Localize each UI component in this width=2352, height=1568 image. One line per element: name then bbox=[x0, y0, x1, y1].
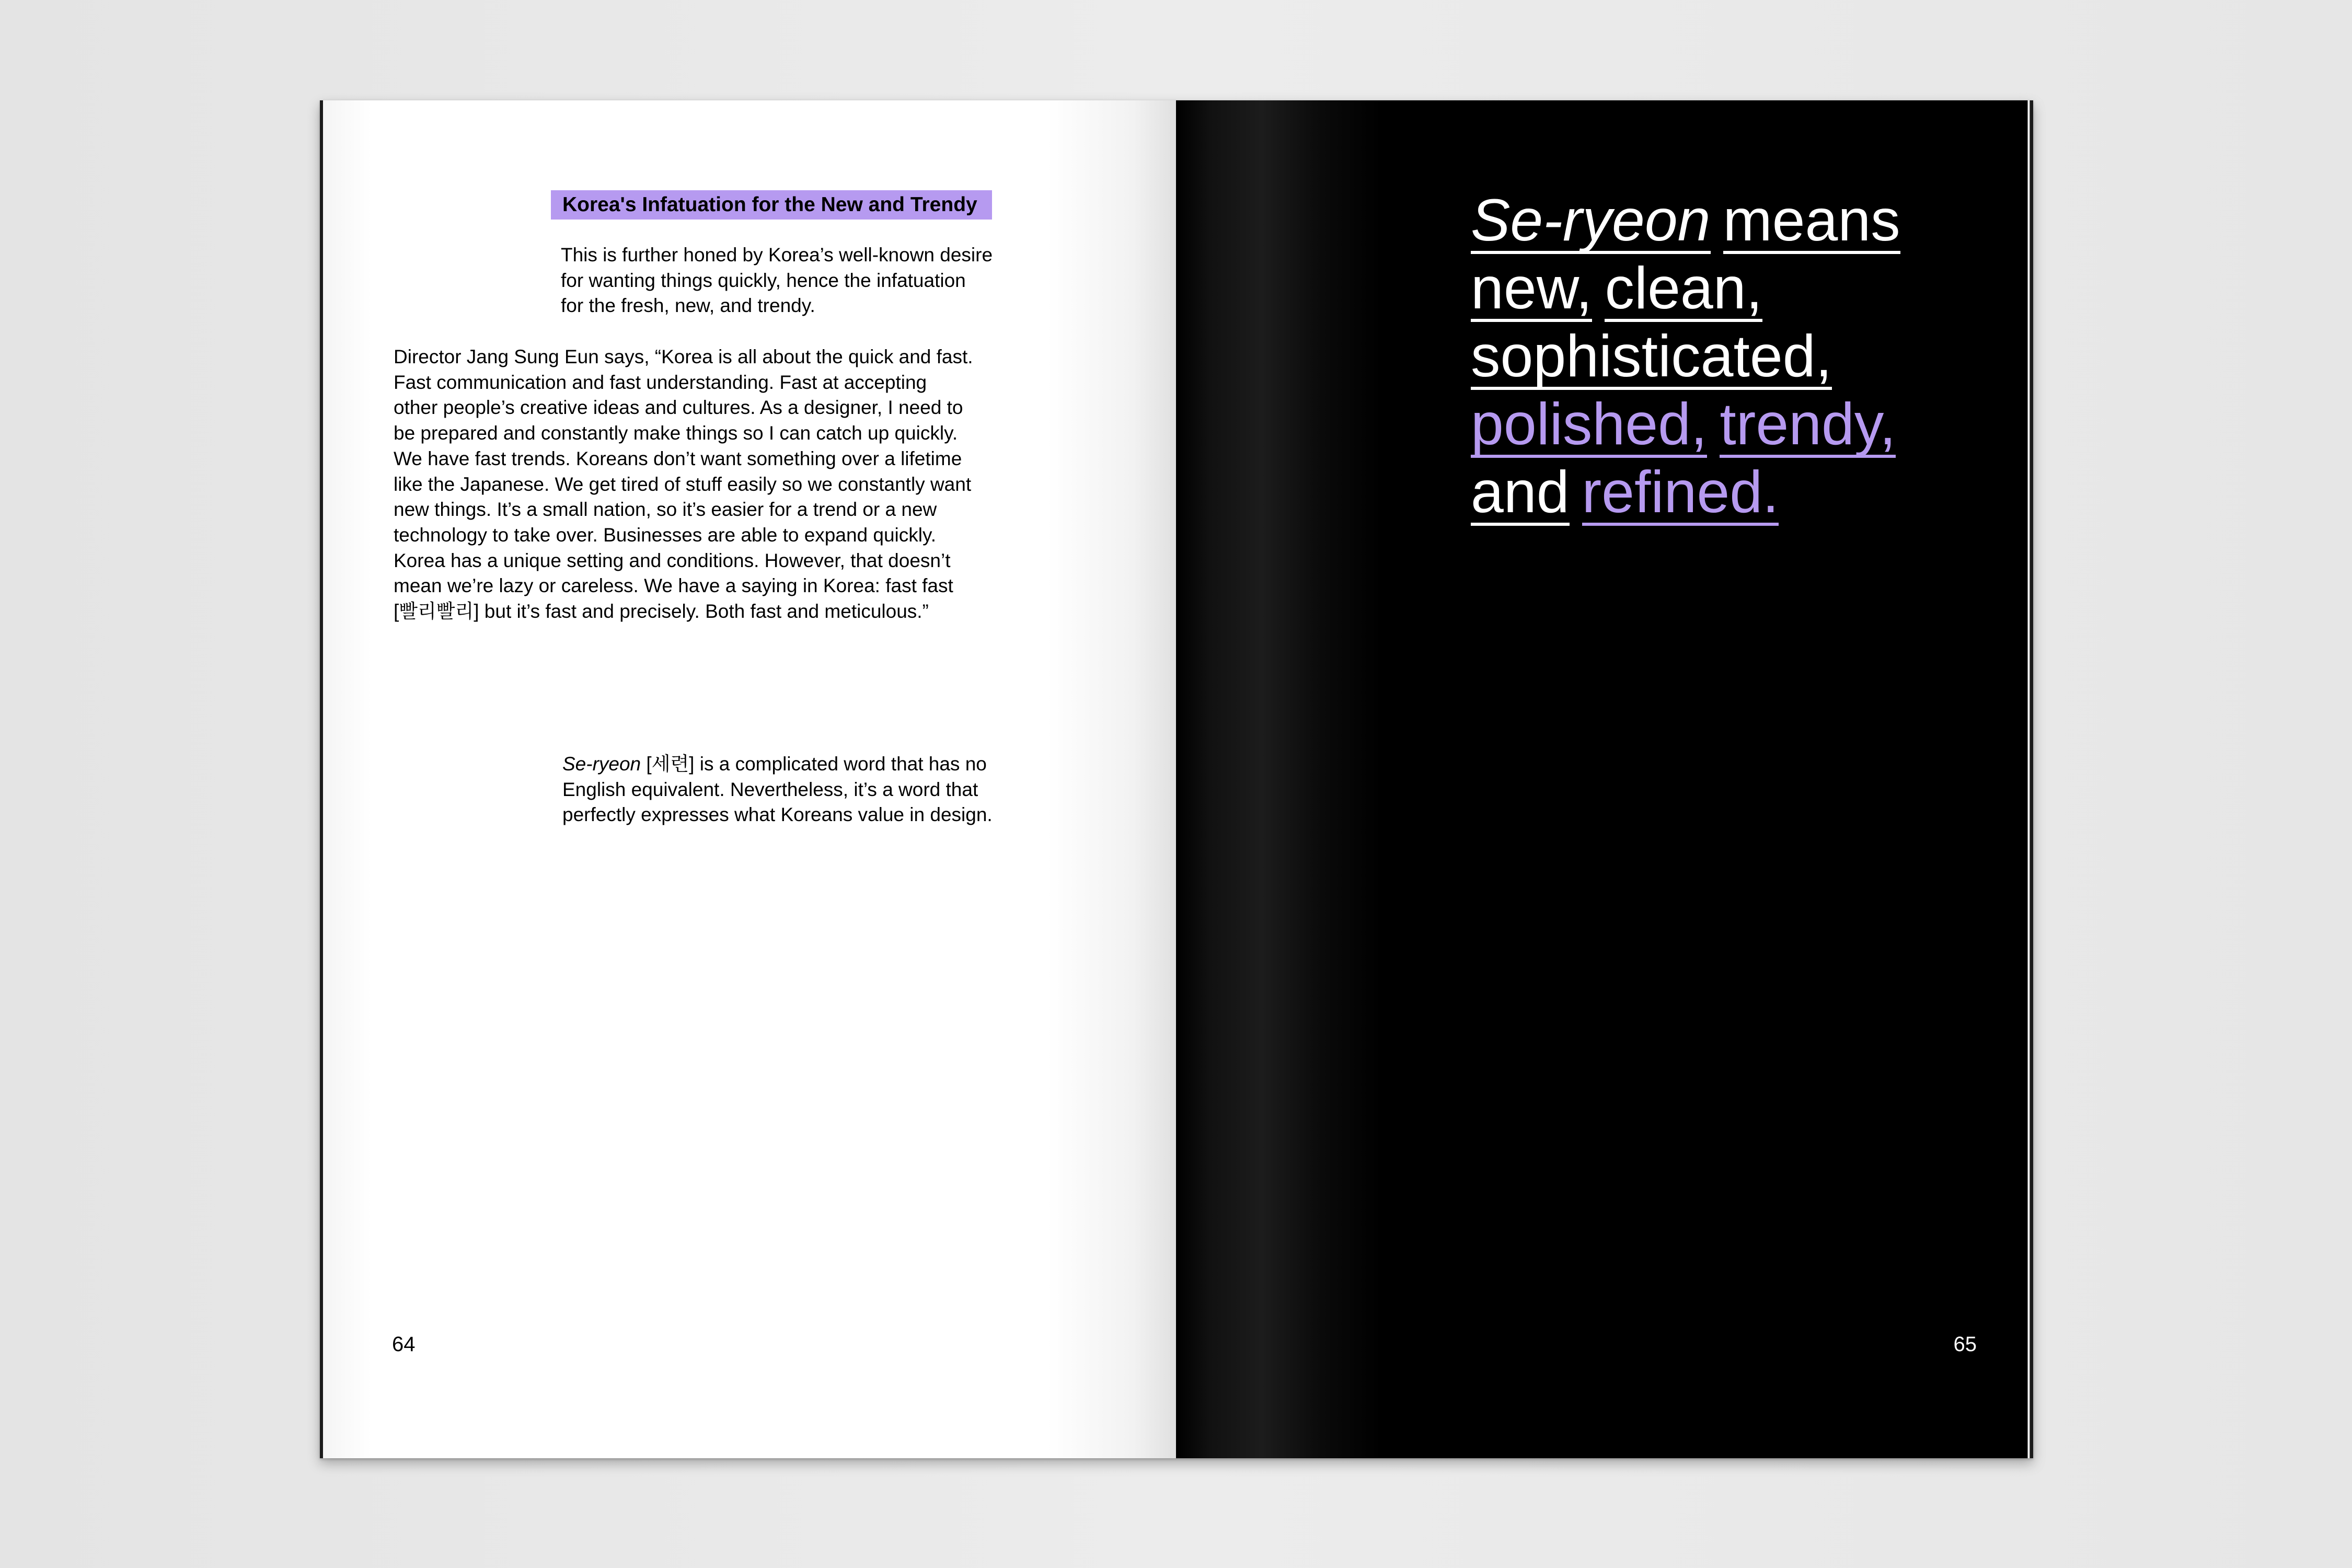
quote-line: Fast communication and fast understanding. Fast at accepting bbox=[394, 371, 927, 393]
right-page-edge bbox=[2025, 100, 2033, 1458]
statement-word-and: and bbox=[1471, 459, 1570, 525]
left-page bbox=[320, 100, 1176, 1458]
statement-row bbox=[1471, 458, 1913, 526]
left-page-edge bbox=[320, 100, 323, 1458]
statement-word-polished: polished, bbox=[1471, 391, 1708, 457]
page-number-right: 65 bbox=[1953, 1333, 1977, 1356]
quote-line: new things. It’s a small nation, so it’s easier for a trend or a new bbox=[394, 499, 937, 521]
intro-line: This is further honed by Korea’s well-known desire bbox=[561, 244, 993, 266]
statement-word-refined: refined. bbox=[1582, 459, 1779, 525]
page-number-left: 64 bbox=[392, 1333, 416, 1356]
definition-line: perfectly expresses what Koreans value in design. bbox=[562, 804, 993, 826]
statement-row bbox=[1471, 390, 1913, 458]
intro-paragraph bbox=[561, 243, 993, 319]
definition-paragraph bbox=[562, 752, 993, 828]
statement-word-means: means bbox=[1723, 187, 1900, 253]
quote-line: We have fast trends. Koreans don’t want something over a lifetime bbox=[394, 447, 962, 469]
quote-line: mean we’re lazy or careless. We have a saying in Korea: fast fast bbox=[394, 575, 953, 597]
quote-line: technology to take over. Businesses are able to expand quickly. bbox=[394, 524, 937, 546]
statement-word-new: new, bbox=[1471, 255, 1593, 321]
statement-row bbox=[1471, 322, 1913, 390]
definition-line-rest: [세련] is a complicated word that has no bbox=[641, 753, 987, 775]
quote-line: be prepared and constantly make things so I can catch up quickly. bbox=[394, 422, 958, 444]
intro-line: for wanting things quickly, hence the infatuation bbox=[561, 269, 966, 291]
quote-line: other people’s creative ideas and cultures. As a designer, I need to bbox=[394, 397, 963, 419]
statement-word-trendy: trendy, bbox=[1720, 391, 1896, 457]
statement-word-clean: clean, bbox=[1605, 255, 1763, 321]
quote-line: Korea has a unique setting and conditions. However, that doesn’t bbox=[394, 549, 951, 571]
pull-quote-statement bbox=[1471, 186, 1913, 526]
intro-line: for the fresh, new, and trendy. bbox=[561, 295, 815, 317]
section-heading: Korea's Infatuation for the New and Trendy bbox=[551, 190, 992, 220]
definition-term: Se-ryeon bbox=[562, 753, 641, 775]
statement-word-se-ryeon: Se-ryeon bbox=[1471, 187, 1711, 253]
statement-row bbox=[1471, 254, 1913, 322]
quote-line: Director Jang Sung Eun says, “Korea is all about the quick and fast. bbox=[394, 346, 973, 367]
quote-line: like the Japanese. We get tired of stuff easily so we constantly want bbox=[394, 473, 972, 495]
definition-line: English equivalent. Nevertheless, it’s a word that bbox=[562, 778, 978, 800]
quote-line: [빨리빨리] but it’s fast and precisely. Both fast and meticulous.” bbox=[394, 601, 929, 622]
quote-paragraph bbox=[394, 344, 973, 625]
definition-line bbox=[562, 752, 993, 777]
statement-word-sophisticated: sophisticated, bbox=[1471, 323, 1832, 389]
statement-row bbox=[1471, 186, 1913, 254]
